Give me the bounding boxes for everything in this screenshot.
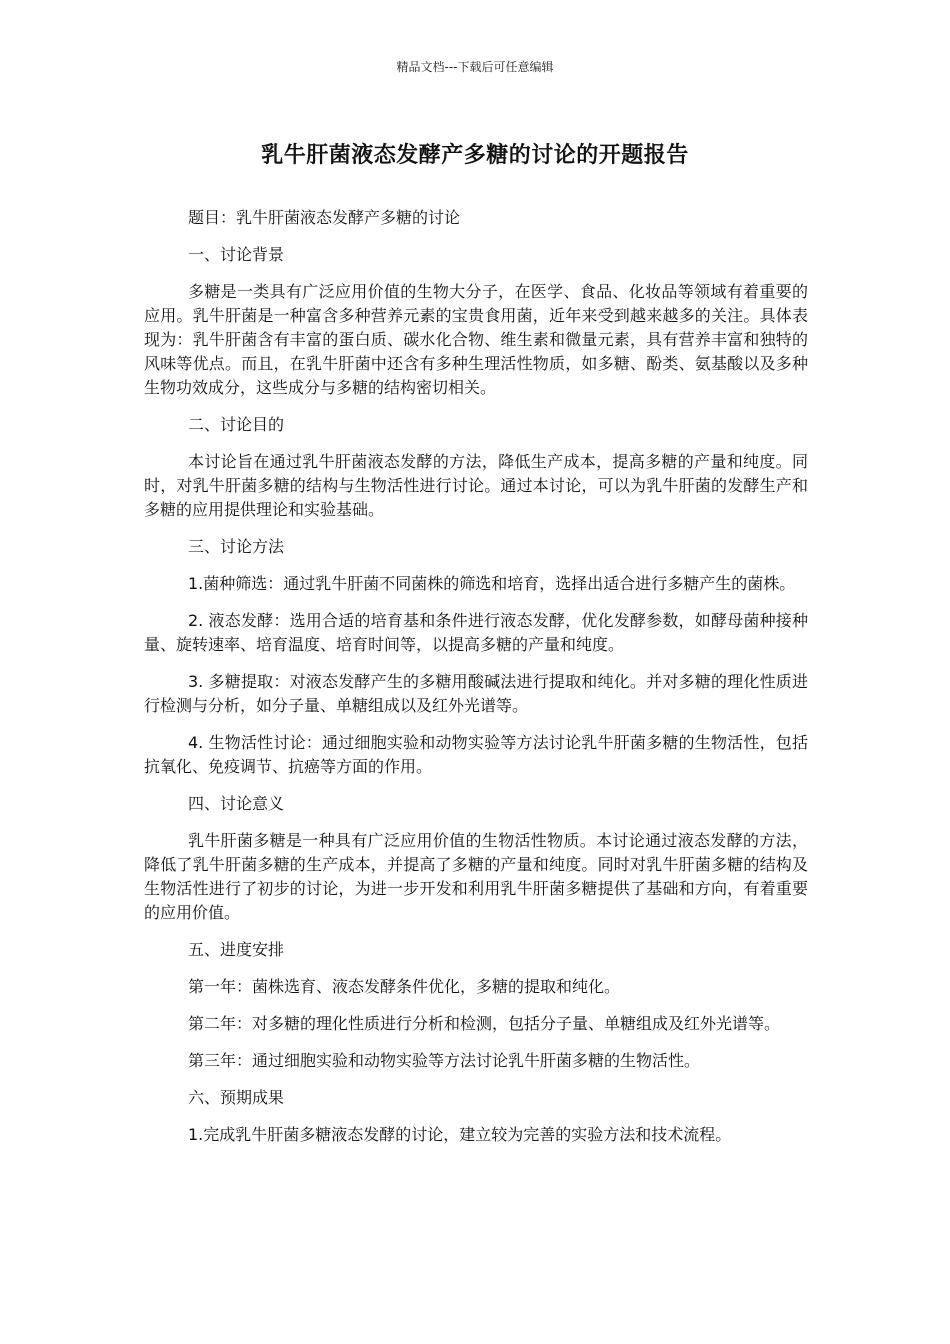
method-item-1: 1.菌种筛选：通过乳牛肝菌不同菌株的筛选和培育，选择出适合进行多糖产生的菌株。 [188,574,796,593]
method-item-3: 3. 多糖提取：对液态发酵产生的多糖用酸碱法进行提取和纯化。并对多糖的理化性质进行检测与分析，如分子量、单糖组成以及红外光谱等。 [144,672,808,715]
section-heading-schedule: 五、进度安排 [188,940,285,959]
schedule-year-3: 第三年：通过细胞实验和动物实验等方法讨论乳牛肝菌多糖的生物活性。 [188,1051,701,1070]
page-header: 精品文档---下载后可任意编辑 [396,60,554,74]
outcome-item-1: 1.完成乳牛肝菌多糖液态发酵的讨论，建立较为完善的实验方法和技术流程。 [188,1125,732,1144]
topic-line: 题目：乳牛肝菌液态发酵产多糖的讨论 [188,208,461,227]
section-heading-methods: 三、讨论方法 [188,537,285,556]
paragraph-purpose: 本讨论旨在通过乳牛肝菌液态发酵的方法，降低生产成本，提高多糖的产量和纯度。同时，对乳牛肝菌多糖的结构与生物活性进行讨论。通过本讨论，可以为乳牛肝菌的发酵生产和多糖的应用提供理论和实验基础。 [144,452,808,519]
section-heading-significance: 四、讨论意义 [188,794,285,813]
method-item-4: 4. 生物活性讨论：通过细胞实验和动物实验等方法讨论乳牛肝菌多糖的生物活性，包括抗氧化、免疫调节、抗癌等方面的作用。 [144,733,808,776]
paragraph-background: 多糖是一类具有广泛应用价值的生物大分子，在医学、食品、化妆品等领域有着重要的应用。乳牛肝菌是一种富含多种营养元素的宝贵食用菌，近年来受到越来越多的关注。具体表现为：乳牛肝菌含有丰富的蛋白质、碳水化合物、维生素和微量元素，具有营养丰富和独特的风味等优点。而且，在乳牛肝菌中还含有多种生理活性物质，如多糖、酚类、氨基酸以及多种生物功效成分，这些成分与多糖的结构密切相关。 [144,282,808,397]
paragraph-significance: 乳牛肝菌多糖是一种具有广泛应用价值的生物活性物质。本讨论通过液态发酵的方法，降低了乳牛肝菌多糖的生产成本，并提高了多糖的产量和纯度。同时对乳牛肝菌多糖的结构及生物活性进行了初步的讨论，为进一步开发和利用乳牛肝菌多糖提供了基础和方向，有着重要的应用价值。 [144,831,808,922]
document-title: 乳牛肝菌液态发酵产多糖的讨论的开题报告 [261,143,689,168]
section-heading-outcomes: 六、预期成果 [188,1088,285,1107]
method-item-2: 2. 液态发酵：选用合适的培育基和条件进行液态发酵，优化发酵参数，如酵母菌种接种量、旋转速率、培育温度、培育时间等，以提高多糖的产量和纯度。 [144,611,808,654]
section-heading-background: 一、讨论背景 [188,245,285,264]
schedule-year-1: 第一年：菌株选育、液态发酵条件优化，多糖的提取和纯化。 [188,977,621,996]
section-heading-purpose: 二、讨论目的 [188,415,285,434]
document-body [144,206,808,1160]
schedule-year-2: 第二年：对多糖的理化性质进行分析和检测，包括分子量、单糖组成及红外光谱等。 [188,1014,781,1033]
